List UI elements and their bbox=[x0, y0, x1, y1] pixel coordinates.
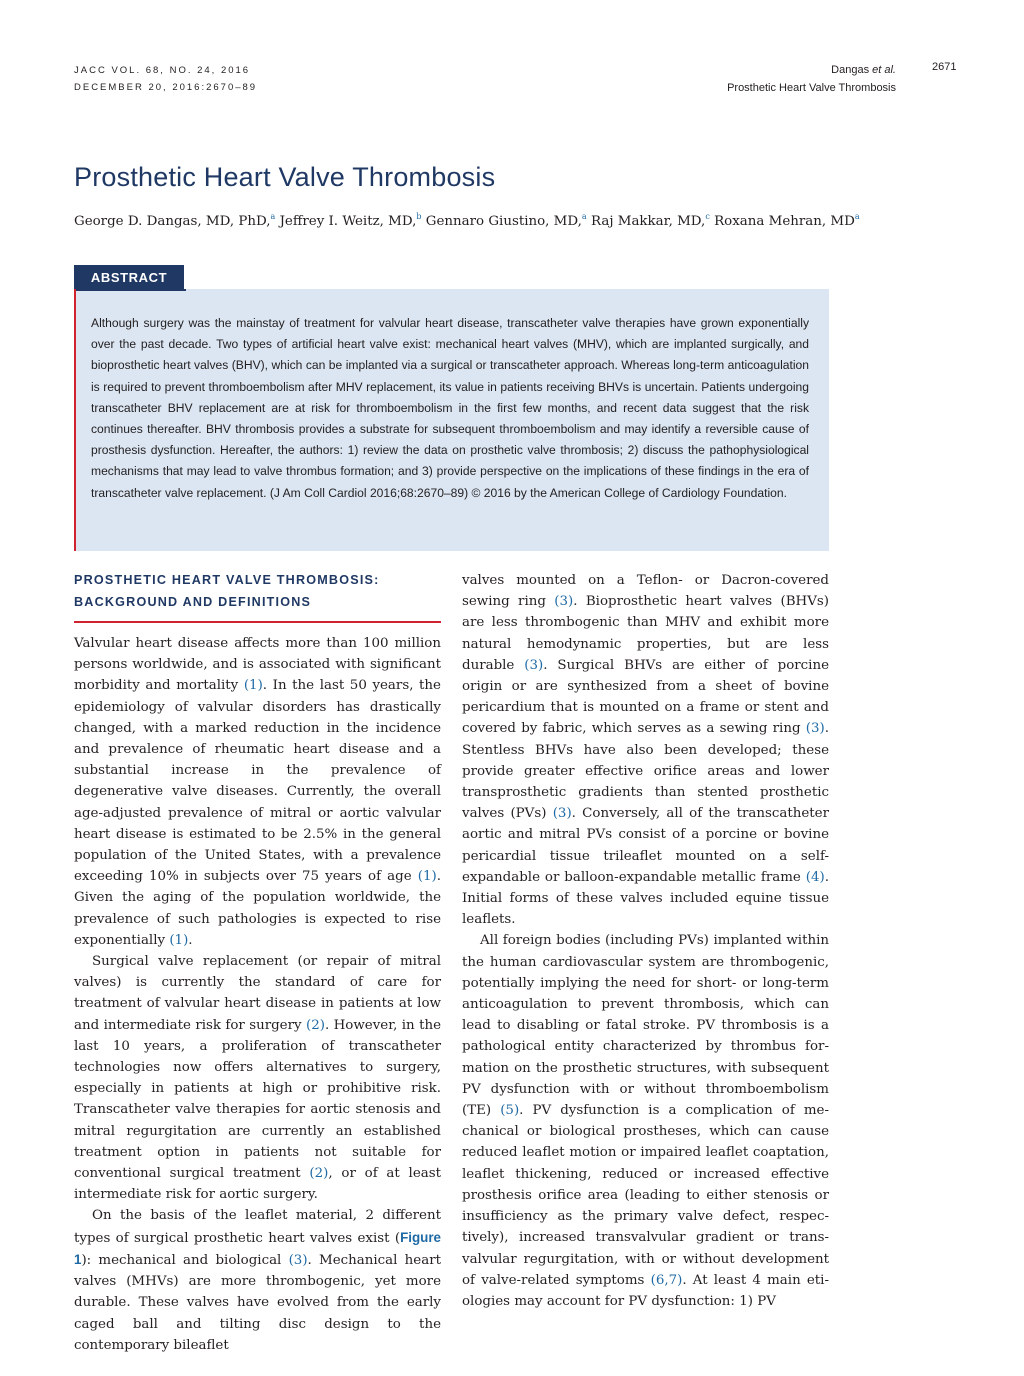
reference-link[interactable]: (3) bbox=[805, 721, 825, 737]
body-column-left bbox=[74, 570, 441, 1356]
body-text: . Bioprosthetic heart valves (BHVs) are less thrombogenic than MHV and exhibit more natural hemodynamic properties, but are less durable bbox=[462, 594, 829, 673]
abstract-citation: (J Am Coll Cardiol 2016;68:2670–89) © 2016 by the American College of Cardiology Foundation. bbox=[266, 485, 787, 500]
body-text: . Surgical BHVs are either of porcine origin or are synthesized from a sheet of bovine pericardium that is mounted on a frame or stent and covered by fabric, which serves as a sewing ring bbox=[462, 657, 829, 737]
body-text: . PV dysfunction is a complication of mechanical or biological prostheses, which can cause reduced leaflet motion or impaired leaflet coaptation, leaflet thickening, reduced or increased effective prosthesis orifice area (leading to either stenosis or insufficiency as the primary valve defect, respectively), increased transvalvular gradient or transvalvular regurgitation, with or without development of valve-related symptoms bbox=[462, 1103, 829, 1288]
body-text: . bbox=[188, 932, 193, 948]
author-name: Jeffrey I. Weitz, MD, bbox=[275, 214, 417, 229]
reference-link[interactable]: (1) bbox=[169, 932, 189, 948]
abstract-box bbox=[74, 289, 829, 551]
reference-link[interactable]: (3) bbox=[524, 657, 544, 673]
author-name: Gennaro Giustino, MD, bbox=[421, 214, 582, 229]
paragraph-continued bbox=[462, 570, 829, 930]
body-text: . Initial forms of these valves included equine tissue leaflets. bbox=[462, 869, 829, 928]
journal-date-pages: DECEMBER 20, 2016:2670–89 bbox=[74, 82, 258, 93]
paragraph bbox=[74, 1205, 441, 1355]
article-title: Prosthetic Heart Valve Thrombosis bbox=[74, 162, 496, 192]
running-head bbox=[727, 61, 896, 97]
paragraph bbox=[74, 633, 441, 951]
journal-volume: JACC VOL. 68, NO. 24, 2016 bbox=[74, 65, 251, 76]
abstract-text: Although surgery was the mainstay of treatment for valvular heart disease, transcatheter valve therapies have grown exponentially over the past decade. Two types of artificial heart valve exist: mechanical heart valves (MHV), which are implanted surgically, and bioprosthetic heart valves (BHV), which can be implanted via a surgical or transcatheter approach. Whereas long-term anticoagulation is required to prevent thromboembolism after MHV replacement, its value in patients receiving BHVs is uncertain. Patients undergoing transcatheter BHV replacement are at risk for thromboembolism in the first few months, and recent data suggest that the risk continues thereafter. BHV thrombosis provides a substrate for subsequent thromboembolism and may identify a reversible cause of prosthesis dysfunction. Hereafter, the authors: 1) review the data on prosthetic valve thrombosis; 2) discuss the pathophysiological mechanisms that may lead to valve thrombus formation; and 3) provide perspective on the implications of these findings in the era of transcatheter valve replacement. (J Am Coll Cardiol 2016;68:2670–89) © 2016 by the American College of Cardiology Foundation. bbox=[91, 316, 809, 500]
body-text: . Conversely, all of the transcatheter aortic and mitral PVs consist of a porcine or bovine pericardial tissue trileaflet mounted on a self-expandable or balloon-expandable metallic frame bbox=[462, 806, 829, 885]
page-number: 2671 bbox=[932, 61, 957, 73]
body-text: , or of at least intermediate risk for aortic surgery. bbox=[74, 1166, 441, 1203]
journal-info bbox=[74, 62, 257, 96]
body-text: Surgical valve replacement (or repair of mitral valves) is currently the standard of care for treatment of valvular heart disease in patients at low and intermediate risk for surgery bbox=[74, 954, 441, 1033]
affiliation-marker[interactable]: a bbox=[270, 212, 276, 221]
body-text: . In the last 50 years, the epidemiology of valvular disorders has drastically changed, with a marked reduction in the incidence and prevalence of rheumatic heart disease and a substantial increase in the prevalence of degenerative valve diseases. Currently, the overall age-adjusted prevalence of mitral or aortic valvular heart disease is estimated to be 2.5% in the general population of the United States, with a prevalence exceeding 10% in subjects over 75 years of age bbox=[74, 678, 441, 885]
affiliation-marker[interactable]: a bbox=[854, 212, 860, 221]
reference-link[interactable]: (3) bbox=[554, 594, 574, 610]
body-text: . Given the aging of the population worldwide, the prevalence of such pathologies is expected to rise exponentially bbox=[74, 869, 441, 948]
body-text: On the basis of the leaflet material, 2 different types of surgical prosthetic heart valves exist ( bbox=[74, 1208, 441, 1246]
body-text: . However, in the last 10 years, a proliferation of transcatheter technologies now offers alternatives to surgery, especially in patients at high or prohibitive risk. Transcatheter valve therapies for aortic stenosis and mitral regurgitation are currently an established treatment option in patients not suitable for conventional surgical treatment bbox=[74, 1017, 441, 1182]
affiliation-marker[interactable]: b bbox=[416, 212, 422, 221]
reference-link[interactable]: (4) bbox=[805, 869, 825, 885]
reference-link[interactable]: (2) bbox=[305, 1017, 325, 1033]
running-title: Prosthetic Heart Valve Thrombosis bbox=[727, 82, 896, 94]
reference-link[interactable]: (5) bbox=[500, 1103, 520, 1119]
body-text: Valvular heart disease affects more than 100 million persons worldwide, and is associated with significant morbidity and mortality bbox=[74, 636, 441, 694]
reference-link[interactable]: (3) bbox=[552, 806, 572, 822]
body-text: . At least 4 main etiologies may account for PV dysfunction: 1) PV bbox=[462, 1272, 829, 1309]
reference-link[interactable]: (1) bbox=[417, 869, 437, 885]
reference-link[interactable]: (1) bbox=[243, 678, 263, 694]
body-column-right bbox=[462, 570, 829, 1312]
author-name: George D. Dangas, MD, PhD, bbox=[74, 214, 271, 229]
paragraph bbox=[462, 930, 829, 1312]
body-text: valves mounted on a Teflon- or Dacron-covered sewing ring bbox=[462, 573, 829, 610]
paragraph bbox=[74, 951, 441, 1205]
body-text: . Stentless BHVs have also been developed; these provide greater effective orifice areas and lower transprosthetic gradients than stented prosthetic valves (PVs) bbox=[462, 721, 829, 822]
abstract-label: ABSTRACT bbox=[74, 265, 184, 289]
author-name: Raj Makkar, MD, bbox=[586, 214, 706, 229]
figure-link[interactable]: Figure 1 bbox=[74, 1229, 441, 1267]
author-list bbox=[74, 214, 860, 229]
affiliation-marker[interactable]: c bbox=[705, 212, 710, 221]
reference-link[interactable]: (6,7) bbox=[650, 1272, 683, 1288]
body-text: All foreign bodies (including PVs) implanted within the human cardiovascular system are thrombogenic, potentially implying the need for short- or long-term anticoagulation to prevent thrombosis, which can lead to disabling or fatal stroke. PV thrombosis is a pathological entity characterized by thrombus formation on the prosthetic structures, with subsequent PV dysfunction with or without thromboembolism (TE) bbox=[462, 933, 829, 1119]
reference-link[interactable]: (3) bbox=[288, 1252, 308, 1268]
body-text: . Mechanical heart valves (MHVs) are more thrombogenic, yet more durable. These valves have evolved from the early caged ball and tilting disc design to the contemporary bileaflet bbox=[74, 1252, 441, 1353]
affiliation-marker[interactable]: a bbox=[581, 212, 587, 221]
reference-link[interactable]: (2) bbox=[309, 1166, 329, 1182]
body-text: ): mechanical and biological bbox=[81, 1252, 289, 1268]
running-author: Dangas et al. bbox=[831, 64, 896, 76]
author-name: Roxana Mehran, MD bbox=[709, 214, 855, 229]
section-heading: PROSTHETIC HEART VALVE THROMBOSIS: BACKGROUND AND DEFINITIONS bbox=[74, 570, 441, 623]
